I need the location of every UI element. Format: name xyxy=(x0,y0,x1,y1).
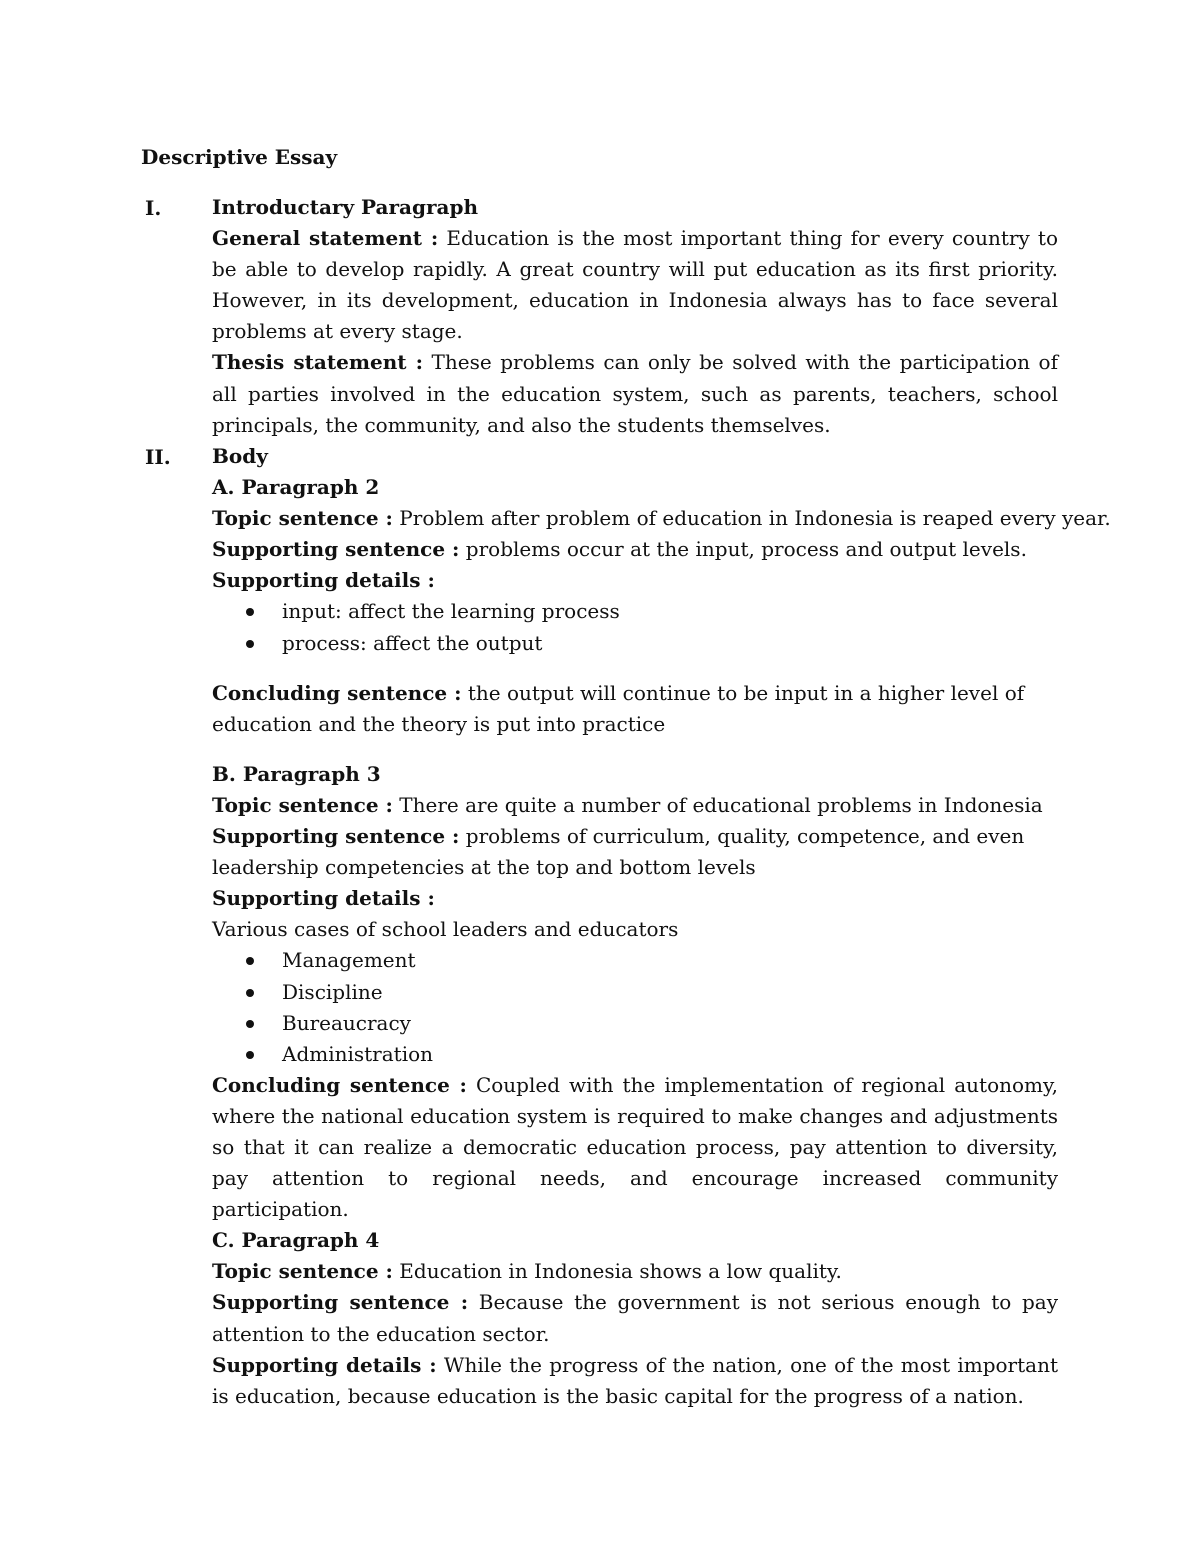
paragraph-b-heading: B. Paragraph 3 xyxy=(212,761,381,786)
paragraph-b-supporting-text: problems of curriculum, quality, competence, and even leadership competencies at the top and bottom levels xyxy=(212,824,1025,880)
paragraph-c-details-text: While the progress of the nation, one of the most important is education, because education is the basic capital for the progress of a nation. xyxy=(212,1352,1058,1408)
paragraph-c-supporting-text: Because the government is not serious enough to pay attention to the education sector. xyxy=(212,1290,1059,1346)
paragraph-a-heading: A. Paragraph 2 xyxy=(212,475,380,500)
general-statement-text: Education is the most important thing for every country to be able to develop rapidly. A great country will put education as its first priority. However, in its development, education in Indonesia always has to face several problems at every stage. xyxy=(212,226,1059,344)
section-1-heading: Introductary Paragraph xyxy=(212,195,478,219)
section-2-numeral: II. xyxy=(145,445,171,469)
paragraph-a-supporting xyxy=(212,534,1058,565)
paragraph-c-supporting-label: Supporting sentence : xyxy=(212,1290,469,1315)
paragraph-b-details-intro: Various cases of school leaders and educators xyxy=(212,917,679,942)
paragraph-a-details-label: Supporting details : xyxy=(212,568,435,593)
paragraph-b-topic xyxy=(212,790,1058,821)
paragraph-b-concluding-text: Coupled with the implementation of regional autonomy, where the national education system is required to make changes and adjustments so that it can realize a democratic education process, pay attention to diversity, pay attention to regional needs, and encourage increased community participation. xyxy=(212,1072,1058,1222)
paragraph-c-details xyxy=(212,1350,1058,1412)
paragraph-a-topic-text: Problem after problem of education in Indonesia is reaped every year. xyxy=(399,506,1111,531)
paragraph-b-concluding xyxy=(212,1070,1058,1225)
paragraph-c-topic-label: Topic sentence : xyxy=(212,1259,393,1284)
paragraph-b-supporting-label: Supporting sentence : xyxy=(212,824,460,849)
paragraph-b-topic-label: Topic sentence : xyxy=(212,792,393,817)
paragraph-c-details-label: Supporting details : xyxy=(212,1352,437,1377)
section-1-numeral: I. xyxy=(145,196,162,220)
section-1-introduction xyxy=(212,192,1058,441)
paragraph-a-bullet-list xyxy=(212,596,1058,658)
paragraph-c-topic-text: Education in Indonesia shows a low quality. xyxy=(399,1259,842,1284)
paragraph-b-details-label: Supporting details : xyxy=(212,886,435,911)
paragraph-b-supporting xyxy=(212,821,1058,883)
paragraph-c-supporting xyxy=(212,1287,1058,1349)
paragraph-a-supporting-label: Supporting sentence : xyxy=(212,537,460,562)
bullet-item: process: affect the output xyxy=(212,628,1058,659)
paragraph-a-concluding-label: Concluding sentence : xyxy=(212,680,462,705)
paragraph-a-concluding-text: the output will continue to be input in a higher level of education and the theory is put into practice xyxy=(212,680,1025,736)
section-2-heading: Body xyxy=(212,444,268,468)
section-2-body xyxy=(212,441,1111,1412)
paragraph-c-topic xyxy=(212,1256,1058,1287)
bullet-item: Management xyxy=(212,945,1058,976)
paragraph-a-supporting-text: problems occur at the input, process and output levels. xyxy=(465,537,1027,562)
thesis-statement-label: Thesis statement : xyxy=(212,350,423,375)
paragraph-a-topic xyxy=(212,503,1111,534)
thesis-statement-text: These problems can only be solved with the participation of all parties involved in the education system, such as parents, teachers, school principals, the community, and also the students themselves. xyxy=(212,350,1058,437)
thesis-statement xyxy=(212,347,1058,440)
paragraph-b-concluding-label: Concluding sentence : xyxy=(212,1072,467,1097)
paragraph-c-heading: C. Paragraph 4 xyxy=(212,1228,380,1253)
paragraph-b-topic-text: There are quite a number of educational problems in Indonesia xyxy=(399,792,1043,817)
general-statement xyxy=(212,223,1058,347)
document-title: Descriptive Essay xyxy=(141,145,338,169)
paragraph-a-concluding xyxy=(212,678,1058,740)
general-statement-label: General statement : xyxy=(212,226,439,251)
bullet-item: input: affect the learning process xyxy=(212,596,1058,627)
paragraph-a-topic-label: Topic sentence : xyxy=(212,506,393,531)
paragraph-b-bullet-list xyxy=(212,945,1058,1069)
bullet-item: Bureaucracy xyxy=(212,1008,1058,1039)
bullet-item: Discipline xyxy=(212,977,1058,1008)
bullet-item: Administration xyxy=(212,1039,1058,1070)
